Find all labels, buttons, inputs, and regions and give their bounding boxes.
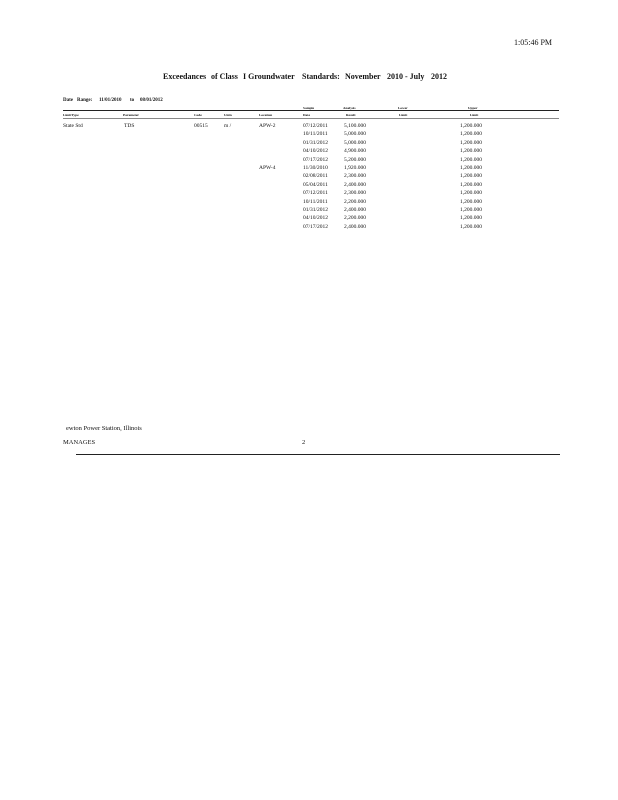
report-time: 1:05:46 PM <box>514 38 553 47</box>
upper-limit-cell: 1,200.000 <box>460 165 482 171</box>
upper-limit-cell: 1,200.000 <box>460 148 482 155</box>
footer-rule <box>76 454 560 455</box>
result-cell: 4,900.000 <box>344 148 366 155</box>
upper-limit-cell: 1,200.000 <box>460 139 482 146</box>
result-cell: 2,200.000 <box>344 215 366 222</box>
col-location-header: Location <box>259 113 273 117</box>
sample-date-cell: 02/08/2011 <box>303 173 328 180</box>
sample-date-cell: 07/17/2012 <box>303 223 329 230</box>
sample-date-cell: 04/10/2012 <box>303 215 329 222</box>
col-result-header: Result <box>346 113 356 117</box>
title-word: of Class <box>211 72 238 81</box>
result-cell: 5,000.000 <box>344 131 366 138</box>
result-cell: 2,400.000 <box>344 181 366 188</box>
col-lower-header: Lower <box>398 106 408 110</box>
sample-date-cell: 05/04/2011 <box>303 181 328 188</box>
title-word: - July <box>405 72 425 81</box>
upper-limit-cell: 1,200.000 <box>460 181 482 188</box>
sample-date-cell: 10/11/2011 <box>303 198 328 205</box>
sample-date-cell: 10/11/2011 <box>303 131 328 138</box>
date-range-label: Range: <box>77 98 93 103</box>
sample-date-cell: 07/12/2011 <box>303 190 328 197</box>
col-upper-header: Upper <box>468 106 478 110</box>
parameter-value: TDS <box>124 123 135 129</box>
col-sample-date-header: Date <box>303 113 310 117</box>
units-value: m / <box>224 123 232 129</box>
title-word: November <box>345 72 381 81</box>
sample-date-cell: 04/10/2012 <box>303 148 329 155</box>
result-cell: 2,300.000 <box>344 190 366 197</box>
date-range-to: to <box>130 98 135 103</box>
header-underline <box>63 118 559 119</box>
title-word: Standards: <box>302 72 340 81</box>
sample-date-cell: 07/17/2012 <box>303 156 329 163</box>
location-cell: APW-4 <box>259 165 276 171</box>
result-cell: 2,200.000 <box>344 198 366 205</box>
sample-date-cell: 01/31/2012 <box>303 207 329 213</box>
result-cell: 5,200.000 <box>344 156 366 163</box>
col-parameter-header: Parameter <box>123 113 139 117</box>
location-cell: APW-2 <box>259 123 276 129</box>
header-rule <box>63 110 559 111</box>
col-sample-header: Sample <box>303 106 315 110</box>
title-word: I Groundwater <box>243 72 295 81</box>
sample-date-cell: 01/31/2012 <box>303 139 329 146</box>
result-cell: 2,400.000 <box>344 223 366 230</box>
upper-limit-cell: 1,200.000 <box>460 190 482 197</box>
upper-limit-cell: 1,200.000 <box>460 207 482 213</box>
col-units-header: Units <box>224 113 232 117</box>
date-range-start: 11/01/2010 <box>99 98 122 103</box>
sample-date-cell: 07/12/2011 <box>303 123 328 129</box>
col-upper-limit-header: Limit <box>470 113 479 117</box>
upper-limit-cell: 1,200.000 <box>460 123 482 129</box>
title-word: Exceedances <box>163 72 207 81</box>
title-word: 2010 <box>387 72 403 81</box>
result-cell: 2,400.000 <box>344 207 366 213</box>
sample-date-cell: 11/30/2010 <box>303 165 328 171</box>
date-range-label: Date <box>63 98 73 103</box>
col-analysis-header: Analysis <box>343 106 356 110</box>
upper-limit-cell: 1,200.000 <box>460 198 482 205</box>
col-code-header: Code <box>194 113 202 117</box>
footer-site: ewton Power Station, Illinois <box>66 425 142 432</box>
result-cell: 1,920.000 <box>344 165 366 171</box>
result-cell: 5,000.000 <box>344 139 366 146</box>
col-lower-limit-header: Limit <box>399 113 408 117</box>
result-cell: 2,300.000 <box>344 173 366 180</box>
page-number: 2 <box>302 439 306 446</box>
upper-limit-cell: 1,200.000 <box>460 173 482 180</box>
result-cell: 5,100.000 <box>344 123 366 129</box>
limit-type-value: State Std <box>63 123 83 129</box>
upper-limit-cell: 1,200.000 <box>460 131 482 138</box>
col-limit-type-header: LimitType <box>63 113 79 117</box>
title-word: 2012 <box>431 72 447 81</box>
code-value: 00515 <box>194 123 208 129</box>
upper-limit-cell: 1,200.000 <box>460 156 482 163</box>
upper-limit-cell: 1,200.000 <box>460 215 482 222</box>
date-range-end: 08/01/2012 <box>140 98 163 103</box>
footer-left: MANAGES <box>63 439 96 446</box>
upper-limit-cell: 1,200.000 <box>460 223 482 230</box>
